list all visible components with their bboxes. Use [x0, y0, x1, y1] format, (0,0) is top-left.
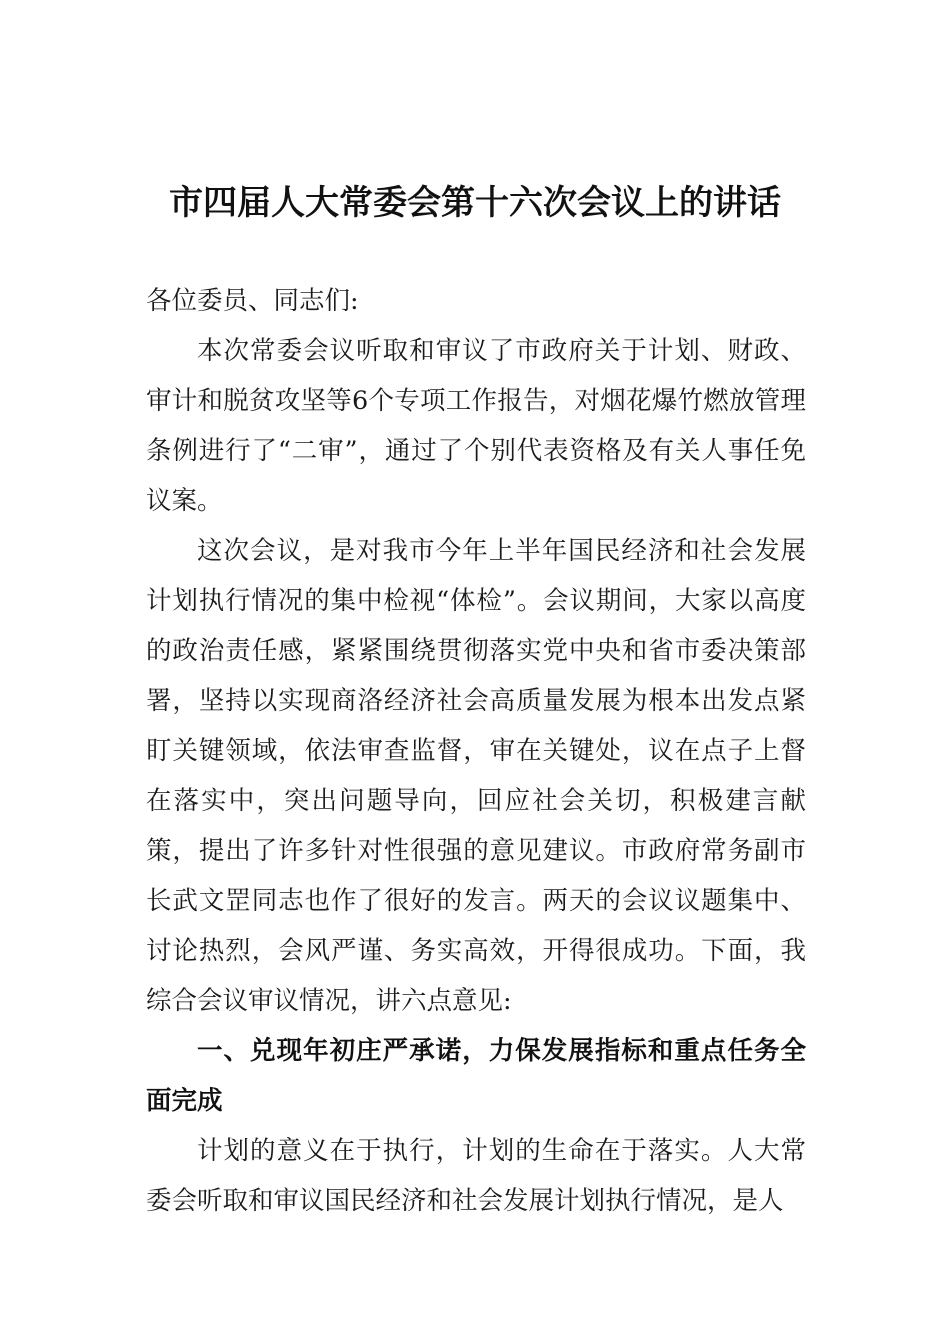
- document-title: 市四届人大常委会第十六次会议上的讲话: [169, 183, 781, 223]
- paragraph-3: 计划的意义在于执行，计划的生命在于落实。人大常委会听取和审议国民经济和社会发展计划执行情况，是人: [146, 1136, 806, 1216]
- document-body: [146, 276, 806, 1226]
- section-heading-1: 一、兑现年初庄严承诺，力保发展指标和重点任务全面完成: [146, 1036, 806, 1116]
- paragraph-2: 这次会议，是对我市今年上半年国民经济和社会发展计划执行情况的集中检视“体检”。会议期间，大家以高度的政治责任感，紧紧围绕贯彻落实党中央和省市委决策部署，坚持以实现商洛经济社会高质量发展为根本出发点紧盯关键领域，依法审查监督，审在关键处，议在点子上督在落实中，突出问题导向，回应社会关切，积极建言献策，提出了许多针对性很强的意见建议。市政府常务副市长武文罡同志也作了很好的发言。两天的会议议题集中、讨论热烈，会风严谨、务实高效，开得很成功。下面，我综合会议审议情况，讲六点意见:: [146, 536, 806, 1016]
- salutation: 各位委员、同志们:: [146, 286, 359, 316]
- paragraph-1: 本次常委会议听取和审议了市政府关于计划、财政、审计和脱贫攻坚等6个专项工作报告，对烟花爆竹燃放管理条例进行了“二审”，通过了个别代表资格及有关人事任免议案。: [146, 336, 806, 516]
